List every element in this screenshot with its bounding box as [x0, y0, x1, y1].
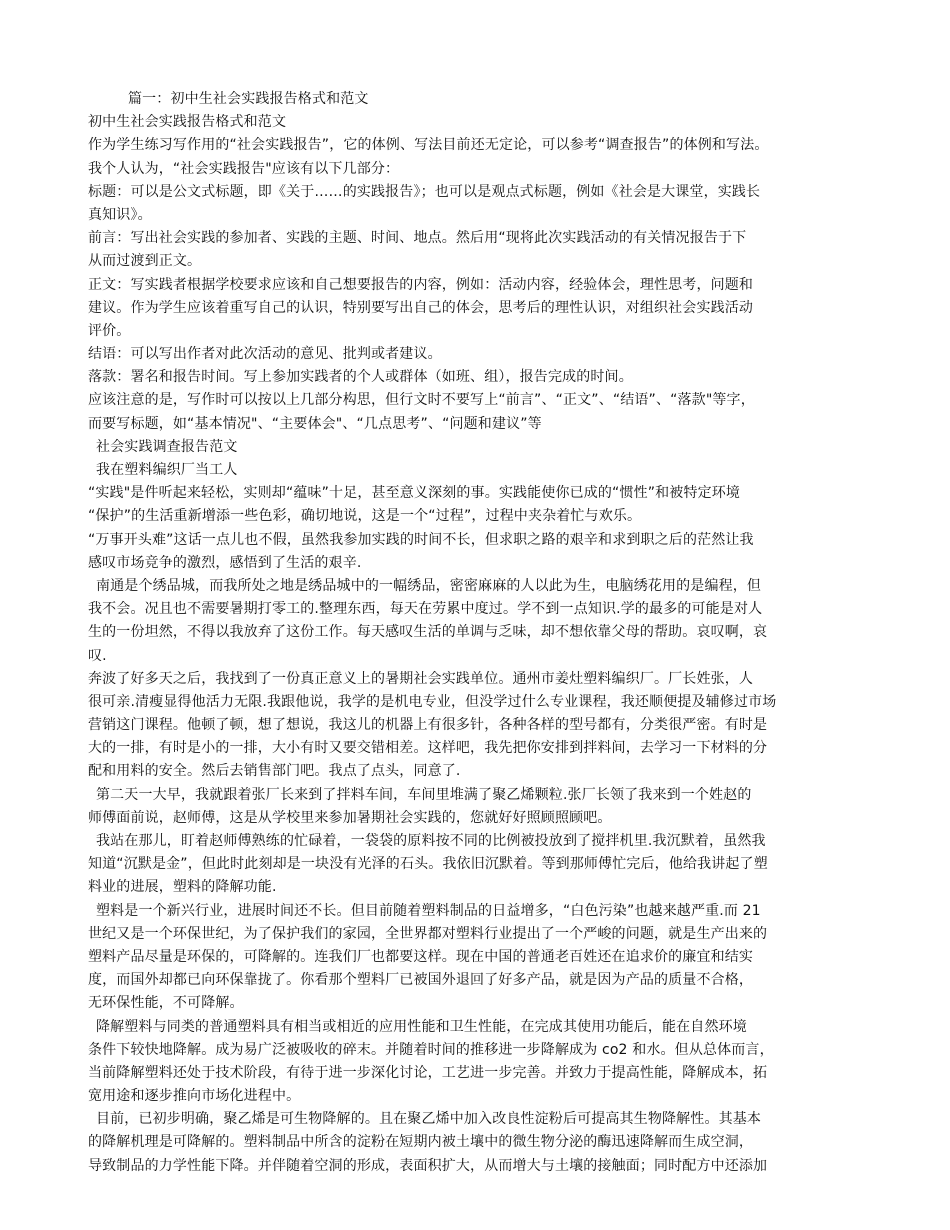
text-line: 师傅面前说，赵师傅，这是从学校里来参加暑期社会实践的，您就好好照顾照顾吧。 [88, 809, 612, 826]
text-line: 条件下较快地降解。成为易广泛被吸收的碎末。并随着时间的推移进一步降解成为 co2 和水。但从总体而言， [88, 1041, 774, 1058]
text-line: 结语：可以写出作者对此次活动的意见、批判或者建议。 [88, 346, 442, 363]
text-line: 叹. [88, 647, 107, 664]
essay-title: 我在塑料编织厂当工人 [96, 462, 238, 478]
text-line: 作为学生练习写作用的“社会实践报告”，它的体例、写法目前还无定论，可以参考“调查报告”的体例和写法。 [88, 137, 769, 154]
text-line: 建议。作为学生应该着重写自己的认识，特别要写出自己的体会，思考后的理性认识，对组织社会实践活动 [88, 299, 754, 316]
text-line: 大的一排，有时是小的一排，大小有时又要交错相差。这样吧，我先把你安排到拌料间，去学习一下材料的分 [88, 740, 768, 757]
text-line: 塑料产品尽量是环保的，可降解的。连我们厂也都要这样。现在中国的普通老百姓还在追求价的廉宜和结实 [88, 948, 754, 965]
text-line: 应该注意的是，写作时可以按以上几部分构思，但行文时不要写上“前言”、“正文”、“结语”、“落款"等字， [88, 392, 755, 409]
text-line: 导致制品的力学性能下降。并伴随着空洞的形成，表面积扩大，从而增大与土壤的接触面；同时配方中还添加 [88, 1157, 768, 1174]
text-line: 度，而国外却都已向环保靠拢了。你看那个塑料厂已被国外退回了好多产品，就是因为产品的质量不合格， [88, 972, 754, 989]
text-line: 配和用料的安全。然后去销售部门吧。我点了点头，同意了. [88, 763, 461, 780]
text-line: 我站在那儿，盯着赵师傅熟练的忙碌着，一袋袋的原料按不同的比例被投放到了搅拌机里.我沉默着，虽然我 [96, 833, 766, 849]
text-line: 标题：可以是公文式标题，即《关于……的实践报告》；也可以是观点式标题，例如《社会是大课堂，实践长 [88, 183, 761, 200]
text-line: “实践"是件听起来轻松，实则却“蕴味”十足，甚至意义深刻的事。实践能使你已成的“惯性”和被特定环境 [88, 485, 741, 502]
text-line: 南通是个绣品城，而我所处之地是绣品城中的一幅绣品，密密麻麻的人以此为生，电脑绣花用的是编程，但 [96, 577, 762, 594]
text-line: 无环保性能，不可降解。 [88, 995, 244, 1012]
text-line: 世纪又是一个环保世纪，为了保护我们的家园，全世界都对塑料行业提出了一个严峻的问题，就是生产出来的 [88, 925, 768, 942]
text-line: 营销这门课程。他顿了顿，想了想说，我这儿的机器上有很多针，各种各样的型号都有，分类很严密。有时是 [88, 717, 768, 734]
text-line: 落款：署名和报告时间。写上参加实践者的个人或群体（如班、组），报告完成的时间。 [88, 369, 633, 386]
text-line: 降解塑料与同类的普通塑料具有相当或相近的应用性能和卫生性能，在完成其使用功能后，能在自然环境 [96, 1018, 747, 1035]
text-line: 真知识》。 [88, 206, 152, 223]
text-line: 从而过渡到正文。 [88, 253, 202, 270]
text-line: 前言：写出社会实践的参加者、实践的主题、时间、地点。然后用“现将此次实践活动的有关情况报告于下 [88, 230, 747, 247]
text-line: “保护”的生活重新增添一些色彩，确切地说，这是一个“过程”，过程中夹杂着忙与欢乐。 [88, 508, 642, 525]
text-line: 宽用途和逐步推向市场化进程中。 [88, 1088, 301, 1105]
text-line: 评价。 [88, 322, 131, 339]
text-line: 知道“沉默是金”，但此时此刻却是一块没有光泽的石头。我依旧沉默着。等到那师傅忙完后，他给我讲起了塑 [88, 856, 768, 873]
text-line: “万事开头难”这话一点儿也不假，虽然我参加实践的时间不长，但求职之路的艰辛和求到职之后的茫然让我 [88, 531, 754, 548]
text-line: 生的一份坦然，不得以我放弃了这份工作。每天感叹生活的单调与乏味，却不想依靠父母的帮助。哀叹啊，哀 [88, 624, 768, 641]
text-line: 我个人认为，“社会实践报告"应该有以下几部分： [88, 160, 400, 177]
document-heading: 篇一：初中生社会实践报告格式和范文 [128, 91, 369, 107]
text-line: 奔波了好多天之后，我找到了一份真正意义上的暑期社会实践单位。通州市姜灶塑料编织厂。厂长姓张，人 [88, 670, 754, 687]
section-title: 社会实践调查报告范文 [96, 438, 238, 455]
text-line: 我不会。况且也不需要暑期打零工的.整理东西，每天在劳累中度过。学不到一点知识.学的最多的可能是对人 [88, 601, 763, 618]
text-line: 当前降解塑料还处于技术阶段，有待于进一步深化讨论，工艺进一步完善。并致力于提高性能，降解成本，拓 [88, 1064, 768, 1081]
document-title: 初中生社会实践报告格式和范文 [88, 114, 287, 131]
text-line: 正文：写实践者根据学校要求应该和自己想要报告的内容，例如：活动内容，经验体会，理性思考，问题和 [88, 276, 754, 293]
text-line: 的降解机理是可降解的。塑料制品中所含的淀粉在短期内被土壤中的微生物分泌的酶迅速降解而生成空洞， [88, 1134, 754, 1151]
text-line: 第二天一大早，我就跟着张厂长来到了拌料车间，车间里堆满了聚乙烯颗粒.张厂长领了我来到一个姓赵的 [96, 786, 752, 803]
text-line: 感叹市场竞争的激烈，感悟到了生活的艰辛. [88, 554, 362, 571]
text-line: 目前，已初步明确，聚乙烯是可生物降解的。且在聚乙烯中加入改良性淀粉后可提高其生物降解性。其基本 [96, 1111, 762, 1128]
document-body [88, 88, 878, 1178]
text-line: 很可亲.清瘦显得他活力无限.我跟他说，我学的是机电专业，但没学过什么专业课程，我还顺便提及辅修过市场 [88, 693, 777, 710]
text-line: 塑料是一个新兴行业，进展时间还不长。但目前随着塑料制品的日益增多，“白色污染”也越来越严重.而 21 [96, 902, 761, 919]
text-line: 料业的进展，塑料的降解功能. [88, 879, 277, 896]
text-line: 而要写标题，如“基本情况"、“主要体会"、“几点思考”、“问题和建议”等 [88, 415, 542, 432]
